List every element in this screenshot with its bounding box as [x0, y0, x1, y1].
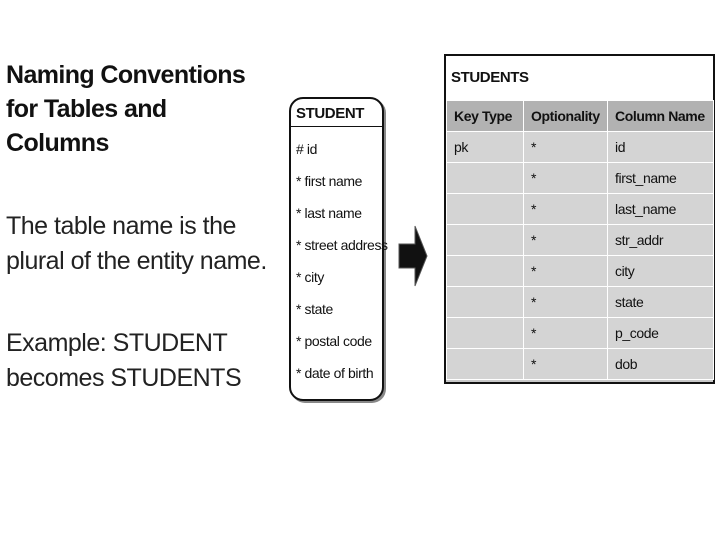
- entity-attribute: * first name: [296, 173, 362, 189]
- description-line: The table name is the: [6, 212, 236, 240]
- table-row: [447, 349, 714, 380]
- optionality-cell: *: [524, 318, 608, 349]
- table-row: [447, 194, 714, 225]
- entity-attribute: * state: [296, 301, 333, 317]
- table-row: [447, 132, 714, 163]
- table-row: [447, 163, 714, 194]
- header-optionality: Optionality: [524, 101, 608, 132]
- optionality-cell: *: [524, 132, 608, 163]
- table-row: [447, 225, 714, 256]
- table-row: [447, 287, 714, 318]
- entity-name-divider: [291, 126, 382, 127]
- right-arrow-icon: [397, 222, 429, 290]
- columns-table: [446, 100, 714, 380]
- slide-title-line: Naming Conventions: [6, 61, 246, 89]
- optionality-cell: *: [524, 163, 608, 194]
- slide-title: [6, 58, 276, 160]
- column-name-cell: str_addr: [608, 225, 714, 256]
- table-header-row: [447, 101, 714, 132]
- key-type-cell: [447, 194, 524, 225]
- optionality-cell: *: [524, 256, 608, 287]
- key-type-cell: [447, 318, 524, 349]
- entity-box: [289, 97, 388, 401]
- header-key-type: Key Type: [447, 101, 524, 132]
- header-column-name: Column Name: [608, 101, 714, 132]
- entity-name: STUDENT: [296, 105, 365, 122]
- key-type-cell: pk: [447, 132, 524, 163]
- optionality-cell: *: [524, 349, 608, 380]
- entity-attribute: * city: [296, 269, 324, 285]
- optionality-cell: *: [524, 225, 608, 256]
- column-name-cell: last_name: [608, 194, 714, 225]
- table-row: [447, 256, 714, 287]
- table-row: [447, 318, 714, 349]
- column-name-cell: p_code: [608, 318, 714, 349]
- entity-attribute: * date of birth: [296, 365, 374, 381]
- column-name-cell: id: [608, 132, 714, 163]
- optionality-cell: *: [524, 194, 608, 225]
- entity-attribute: * last name: [296, 205, 362, 221]
- example-text: [6, 326, 281, 396]
- column-name-cell: city: [608, 256, 714, 287]
- key-type-cell: [447, 225, 524, 256]
- key-type-cell: [447, 163, 524, 194]
- entity-attribute: * street address: [296, 237, 388, 253]
- description-text: [6, 209, 281, 279]
- column-name-cell: state: [608, 287, 714, 318]
- description-line: plural of the entity name.: [6, 247, 267, 275]
- table-name: STUDENTS: [451, 69, 529, 86]
- slide-title-line: Columns: [6, 129, 109, 157]
- optionality-cell: *: [524, 287, 608, 318]
- table-name-header: [446, 56, 713, 101]
- slide-title-line: for Tables and: [6, 95, 167, 123]
- column-name-cell: dob: [608, 349, 714, 380]
- column-name-cell: first_name: [608, 163, 714, 194]
- entity-attribute: # id: [296, 141, 317, 157]
- table-diagram: [444, 54, 715, 384]
- example-line: Example: STUDENT: [6, 329, 228, 357]
- key-type-cell: [447, 287, 524, 318]
- example-line: becomes STUDENTS: [6, 364, 242, 392]
- entity-attribute: * postal code: [296, 333, 372, 349]
- key-type-cell: [447, 349, 524, 380]
- key-type-cell: [447, 256, 524, 287]
